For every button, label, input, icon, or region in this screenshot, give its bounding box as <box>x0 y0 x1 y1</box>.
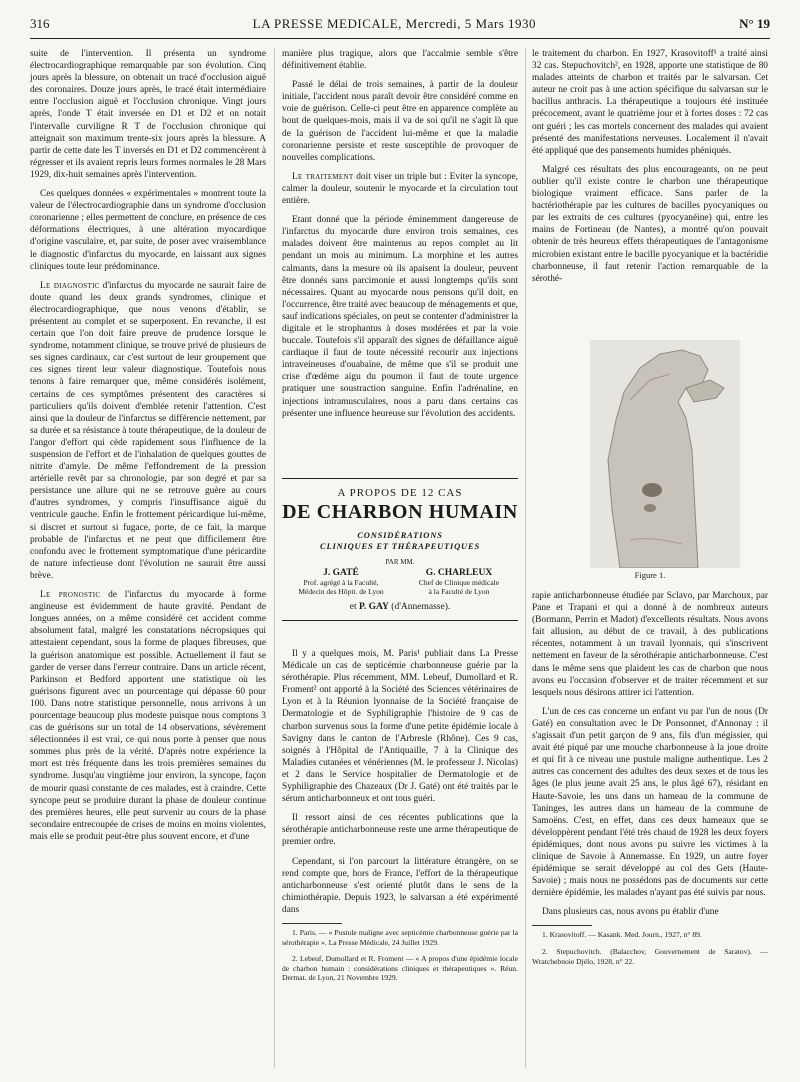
paragraph <box>30 280 266 582</box>
journal-masthead: LA PRESSE MEDICALE, Mercredi, 5 Mars 1930 <box>252 16 537 31</box>
author-third <box>282 602 518 612</box>
paragraph: Il ressort ainsi de ces récentes publications que la sérothérapie anticharbonneuse reste une arme thérapeutique de premier ordre. <box>282 813 518 848</box>
column-divider <box>274 48 275 1068</box>
paragraph: L'un de ces cas concerne un enfant vu par l'un de nous (Dr Gaté) en consultation avec le Dr Ponsonnet, d'Annonay : il s'agissait d'un petit garçon de 9 ans, fils d'un mégissier, qui avait été piqué par une mouche charbonneuse à la joue droite et qui fit à ce niveau une pustule maligne authentique. Les 2 autres cas concernent des adultes des deux sexes et de tous les âges (le plus jeune avait 25 ans, le plus âgé 67), résidant en Haute-Savoie, les uns dans un hameau de la commune de Taninges, les autres dans un hameau de la commune de Samoëns. C'est, en effet, dans ces deux hameaux que se développèrent pendant l'été très chaud de 1928 les deux foyers épidémiques, dont nous avons pu suivre les victimes à la clinique de Savoie à Annemasse. En 1929, un autre foyer épidémique se serait développé au col des Gets (Haute-Savoie) ; mais nous ne possédons pas de documents sur cette dernière épidémie, les malades n'ayant pas été suivis par nous. <box>532 706 768 899</box>
paragraph <box>30 589 266 843</box>
author-affiliation: Chef de Clinique médicale <box>418 578 500 587</box>
footnote-rule <box>532 925 592 926</box>
paragraph: Etant donné que la période éminemment dangereuse de l'infarctus du myocarde dure environ trois semaines, ces malades doivent être maintenus au repos complet au lit pendant un mois au minimum. La morphine et les autres calmants, dans la mesure où ils apaisent la douleur, peuvent être donnés sans parcimonie et aussi longtemps qu'ils sont nécessaires. Quant au myocarde nous pensons qu'il doit, en l'occurrence, être traité avec beaucoup de ménagements et que, sauf indications spéciales, on peut se contenter d'administrer la digitale et le strophantus à doses modérées et par la voie buccale. Toutefois s'il apparaît des signes de défaillance aiguë cardiaque il faut de toute nécessité recourir aux injections intraveineuses d'ouabaïne, de même que s'il se produit une crise d'œdème aigu du poumon il faut de toute urgence pratiquer une soustraction sanguine. Enfin l'adrénaline, en injections intramusculaires, nous a paru dans certains cas présenter une influence heureuse sur l'évolution des accidents. <box>282 215 518 419</box>
arm-illustration <box>590 340 740 568</box>
author-name: G. CHARLEUX <box>425 568 493 578</box>
footnote-rule <box>282 923 342 924</box>
article-header <box>282 478 518 621</box>
paragraph: Passé le délai de trois semaines, à partir de la douleur initiale, l'accident nous paraît devoir être considéré comme en voie de guérison. Celle-ci peut être en apparence complète au bout de quelques-mois, mais il va de soi qu'il ne s'agit là que de la guérison de l'accident lui-même et que la maladie coronarienne persiste et reste susceptible de provoquer de nouvelles complications. <box>282 80 518 163</box>
paragraph: suite de l'intervention. Il présenta un syndrome électrocardiographique remarquable par son évolution. Cinq jours après la blessure, on obtenait un tracé d'occlusion aiguë des coronaires. Douze jours après, le tracé était intermédiaire entre l'occlusion aiguë et l'occlusion chronique. Vingt jours après, l'onde T était inversée en D1 et D2 et on notait l'intervalle curviligne R T de l'occlusion chronique qui atteignait son maximum trente-six jours après la blessure. A partir de cette date les T inversés en D1 et D2 commencèrent à régresser et ils avaient repris leurs formes normales le 28 Mars 1929, dix-huit semaines après l'intervention. <box>30 49 266 180</box>
section-lead: Le pronostic <box>40 590 101 601</box>
section-lead: Le diagnostic <box>40 280 100 291</box>
paragraph-text: doit viser un triple but : Eviter la syncope, calmer la douleur, soutenir le myocarde et la circulation tout entière. <box>282 171 518 207</box>
paragraph: Il y a quelques mois, M. Paris¹ publiait dans La Presse Médicale un cas de septicémie charbonneuse guérie par la sérothérapie. Plus récemment, MM. Lebeuf, Dumollard et R. Froment² ont apporté à la Société des Sciences vétérinaires de Lyon et à la Réunion lyonnaise de la Société française de Dermatologie et de Syphiligraphie l'histoire de 9 cas de charbon survenus sous la forme d'une petite épidémie locale à Savigny dans le canton de l'Arbresle (Rhône). Ces 9 cas, soignés à l'Hôpital de l'Antiquaille, 7 à la Clinique des Maladies cutanées et vénériennes (M. le professeur J. Nicolas) et 2 dans le Service hospitalier de Dermatologie et de Syphiligraphie des Chazeaux (Dr J. Gaté) ont été traités par le sérum anticharbonneux et ont tous guéri. <box>282 649 518 805</box>
paragraph: Dans plusieurs cas, nous avons pu établir d'une <box>542 907 719 918</box>
author-name: J. GATÉ <box>323 568 359 578</box>
paragraph: rapie anticharbonneuse étudiée par Sclavo, par Marchoux, par Pane et Trapani et qui a donné à de nombreux auteurs (Bormann, Perrin et Madot) d'excellents résultats. Nous avons fait allusion, au début de ce travail, à des publications récentes, notamment à un travail lyonnais, qui s'inscrivent nettement en faveur de la sérothérapie anticharbonneuse. C'est dans le même sens que plaident les cas de charbon que nous avons eu l'occasion d'observer et de traiter récemment et sur lesquels nous désirons attirer ici l'attention. <box>532 591 768 698</box>
section-lead: Le traitement <box>292 171 354 182</box>
paragraph-text: d'infarctus du myocarde ne saurait faire de doute quand les deux grands syndromes, clinique et électrocardiographique, que nous venons d'établir, se présentent au complet et se superposent. En revanche, il est certain que l'on doit faire preuve de prudence lorsque le syndrome, notamment clinique, se trouve privé de plusieurs de ses signes cardinaux, car c'est surtout de leur groupement que ces signes tirent leur valeur diagnostique. Toutefois nous tenons à faire remarquer que, même considérés isolément, certains de ces symptômes présentent des caractères si particuliers qu'ils doivent d'emblée retenir l'attention. C'est ainsi que la douleur de l'infarctus se différencie nettement, par sa durée et sa résistance à toute thérapeutique, de la douleur de l'angor d'effort qui cède rapidement sous l'influence de la suspension de l'effort et de l'inhalation de quelques gouttes de nitrite d'amyle. De même l'effondrement de la pression artérielle revêt par sa chronologie, par son degré et par sa persistance une allure qui ne se retrouve guère au cours d'autres syndromes, y compris l'insuffisance aiguë du ventricule gauche. Enfin le frottement péricardique lui-même, si discret et surtout si fugace, porte, de ce fait, la marque probable de l'infarctus et ne peut que difficilement être confondu avec le frottement symptomatique d'une péricardite de nature infectieuse dont l'évolution ne saurait être aussi brève. <box>30 280 266 581</box>
paragraph: le traitement du charbon. En 1927, Krasovitoff¹ a traité ainsi 32 cas. Stepuchovitch², en 1928, apporte une statistique de 80 malades atteints de charbon et traités par le salvarsan. Cet auteur ne croit pas à une action spécifique du salvarsan sur le bacillus anthracis. La thérapeutique a toujours été instituée précocement, avant le quatrième jour et à fortes doses : 72 cas ont guéri ; les cas mortels concernent des malades qui avaient présenté des manifestations nerveuses. Localement il n'avait été appliqué que des pansements humides phéniqués. <box>532 49 768 156</box>
footnote: 2. Stepuchovitch. (Balacchov, Gouvernement de Saratov). — Wratchebnoie Djélo, 1928, n° 22. <box>532 947 768 966</box>
footnote: 1. Paris. — « Pustule maligne avec septicémie charbonneuse guérie par la sérothérapie ». La Presse Médicale, 24 Juillet 1929. <box>282 927 518 947</box>
figure-1-photo <box>590 340 740 568</box>
byline-par: PAR MM. <box>385 558 415 566</box>
article-title: DE CHARBON HUMAIN <box>282 501 518 523</box>
author-name: P. GAY <box>358 602 389 612</box>
column-3-top <box>532 48 768 292</box>
author-conjunction: et <box>349 602 357 612</box>
paragraph: manière plus tragique, alors que l'accalmie semble s'être définitivement établie. <box>282 49 518 72</box>
column-2-bottom <box>282 648 518 990</box>
page-header <box>30 16 770 39</box>
author-list <box>282 568 518 596</box>
author-affiliation: Prof. agrégé à la Faculté, <box>303 578 379 587</box>
author-affiliation: à la Faculté de Lyon <box>428 587 490 596</box>
author-affiliation: (d'Annemasse). <box>391 602 451 612</box>
article-kicker: A PROPOS DE 12 CAS <box>337 487 463 499</box>
page-number: 316 <box>30 16 50 31</box>
issue-number: N° 19 <box>739 16 770 31</box>
column-1 <box>30 48 266 850</box>
author-affiliation: Médecin des Hôpit. de Lyon <box>298 587 384 596</box>
column-divider <box>525 48 526 1068</box>
paragraph <box>282 171 518 207</box>
paragraph: Cependant, si l'on parcourt la littérature étrangère, on se rend compte que, hors de France, l'effort de la thérapeutique anticharbonneuse s'est orienté plutôt dans le sens de la chimiothérapie. Depuis 1923, le salvarsan a été expérimenté dans <box>282 856 518 915</box>
author <box>284 568 399 596</box>
paragraph: Malgré ces résultats des plus encourageants, on ne peut oublier qu'il existe contre le charbon une thérapeutique biologique vraiment efficace. Sans parler de la bactériothérapie par les cultures de bacilles pyocyaniques ou par les extraits de ces cultures (pyocyanéine) qui, entre les mains de Fortineau (de Nantes), a montré qu'on pouvait obtenir de très heureux effets thérapeutiques de l'antagonisme microbien existant entre le bacille pyocyanique et la bactéridie charbonneuse, il faut retenir l'action remarquable de la sérothé- <box>532 164 768 284</box>
issue-date: Mercredi, 5 Mars 1930 <box>405 16 537 31</box>
figure-caption: Figure 1. <box>634 570 666 580</box>
column-2-top <box>282 48 518 427</box>
footnote: 1. Krasovitoff. — Kasank. Med. Journ., 1927, n° 89. <box>542 930 702 940</box>
column-3-bottom <box>532 590 768 973</box>
author <box>402 568 517 596</box>
paragraph: Ces quelques données « expérimentales » montrent toute la valeur de l'électrocardiographie dans un syndrome d'occlusion coronarienne ; elles permettent de conclure, en présence de ces déformations électriques, à une altération myocardique d'origine vasculaire, et, par suite, de poser avec vraisemblance le diagnostic d'infarctus du myocarde, en laissant aux signes cliniques toute leur prédominance. <box>30 189 266 272</box>
article-subtitle-line: CLINIQUES ET THÉRAPEUTIQUES <box>320 541 480 551</box>
paragraph-text: de l'infarctus du myocarde à forme angineuse est évidemment de haute gravité. Pendant de longues années, on a même considéré cet accident comme absolument fatal, malgré les constatations nécropsiques qui attestaient cependant, sous la forme de plaques fibreuses, que la guérison anatomique est possible. Actuellement il faut se garder de verser dans l'erreur contraire. Dans un article récent, Parkinson et Bedford apportent une statistique où les guérisons figurent avec un pourcentage qui dépasse 60 pour 100. Dans notre statistique personnelle, nous arrivons à un pourcentage beaucoup plus modeste puisque nous comptons 3 cas de guérisons sur un total de 14 observations, sévèrement sélectionnées il est vrai, ce qui nous porte à penser que nous sommes plus près de la vérité. D'après notre expérience la mort est très fréquente dans les trois premières semaines du syndrome. Jusqu'au vingtième jour environ, la syncope, façon de mourir quasi constante de ces malades, est à craindre. Cette syncope peut se produire durant la phase de douleur continue des premières heures, elle peut survenir au cours de la phase secondaire entrecoupée de crises de moins en moins violentes, mais elle se produit peut-être plus souvent encore, et d'une <box>30 590 266 842</box>
journal-title: LA PRESSE MEDICALE <box>252 16 399 31</box>
footnote: 2. Lebeuf, Dumollard et R. Froment — « A propos d'une épidémie locale de charbon humain : considérations cliniques et thérapeutiques ». Réun. Dermat. de Lyon, 21 Novembre 1929. <box>282 954 518 983</box>
article-subtitle-line: CONSIDÉRATIONS <box>357 530 443 540</box>
article-subtitle <box>282 530 518 552</box>
